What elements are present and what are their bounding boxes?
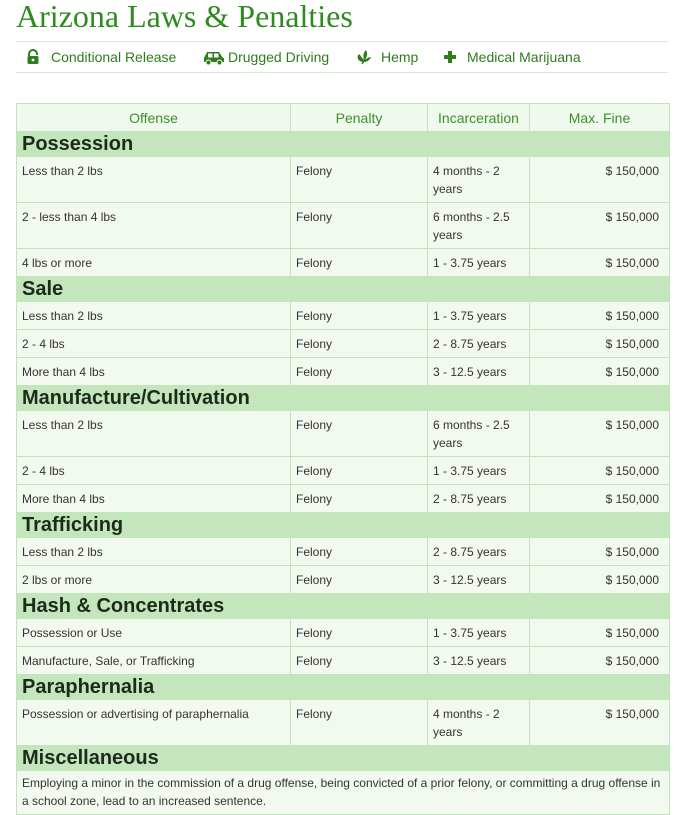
penalty-cell: Felony — [291, 566, 428, 594]
offense-cell: 4 lbs or more — [17, 249, 291, 277]
table-row — [17, 302, 670, 330]
category-row-hash-concentrates — [17, 594, 670, 620]
offense-cell: Possession or Use — [17, 619, 291, 647]
category-title: Hash & Concentrates — [17, 594, 670, 620]
max-fine-cell: $ 150,000 — [530, 700, 670, 746]
table-row — [17, 411, 670, 457]
penalty-cell: Felony — [291, 157, 428, 203]
max-fine-cell: $ 150,000 — [530, 330, 670, 358]
table-row — [17, 700, 670, 746]
offense-cell: Less than 2 lbs — [17, 411, 291, 457]
offense-cell: Possession or advertising of paraphernalia — [17, 700, 291, 746]
penalty-cell: Felony — [291, 411, 428, 457]
incarceration-cell: 2 - 8.75 years — [428, 330, 530, 358]
incarceration-cell: 3 - 12.5 years — [428, 647, 530, 675]
table-row — [17, 157, 670, 203]
incarceration-cell: 2 - 8.75 years — [428, 485, 530, 513]
offense-cell: 2 lbs or more — [17, 566, 291, 594]
category-row-manufacture-cultivation — [17, 386, 670, 412]
max-fine-cell: $ 150,000 — [530, 457, 670, 485]
penalty-cell: Felony — [291, 485, 428, 513]
table-row — [17, 330, 670, 358]
category-row-possession — [17, 132, 670, 158]
nav-label: Hemp — [381, 49, 419, 65]
penalty-cell: Felony — [291, 358, 428, 386]
offense-cell: Less than 2 lbs — [17, 538, 291, 566]
table-header-row — [17, 104, 670, 132]
category-row-trafficking — [17, 513, 670, 539]
max-fine-cell: $ 150,000 — [530, 157, 670, 203]
incarceration-cell: 4 months - 2 years — [428, 157, 530, 203]
category-row-miscellaneous — [17, 746, 670, 772]
offense-cell: More than 4 lbs — [17, 485, 291, 513]
category-title: Possession — [17, 132, 670, 158]
offense-cell: Less than 2 lbs — [17, 302, 291, 330]
category-title: Manufacture/Cultivation — [17, 386, 670, 412]
offense-cell: Manufacture, Sale, or Trafficking — [17, 647, 291, 675]
penalty-cell: Felony — [291, 249, 428, 277]
max-fine-cell: $ 150,000 — [530, 485, 670, 513]
table-row — [17, 485, 670, 513]
incarceration-cell: 2 - 8.75 years — [428, 538, 530, 566]
max-fine-cell: $ 150,000 — [530, 647, 670, 675]
penalty-cell: Felony — [291, 457, 428, 485]
table-row — [17, 358, 670, 386]
incarceration-cell: 1 - 3.75 years — [428, 457, 530, 485]
medical-cross-icon — [443, 49, 457, 65]
page-title: Arizona Laws & Penalties — [16, 0, 353, 34]
penalty-cell: Felony — [291, 619, 428, 647]
offense-cell: More than 4 lbs — [17, 358, 291, 386]
penalty-cell: Felony — [291, 700, 428, 746]
table-row — [17, 249, 670, 277]
incarceration-cell: 1 - 3.75 years — [428, 619, 530, 647]
table-row — [17, 203, 670, 249]
table-row — [17, 457, 670, 485]
category-row-paraphernalia — [17, 675, 670, 701]
nav-label: Conditional Release — [51, 49, 177, 65]
max-fine-cell: $ 150,000 — [530, 249, 670, 277]
laws-penalties-table — [16, 103, 670, 815]
incarceration-cell: 6 months - 2.5 years — [428, 411, 530, 457]
penalty-cell: Felony — [291, 203, 428, 249]
column-header-max-fine: Max. Fine — [530, 104, 670, 132]
incarceration-cell: 3 - 12.5 years — [428, 566, 530, 594]
max-fine-cell: $ 150,000 — [530, 566, 670, 594]
related-topics-nav — [16, 41, 668, 73]
category-title: Trafficking — [17, 513, 670, 539]
incarceration-cell: 3 - 12.5 years — [428, 358, 530, 386]
max-fine-cell: $ 150,000 — [530, 203, 670, 249]
incarceration-cell: 4 months - 2 years — [428, 700, 530, 746]
max-fine-cell: $ 150,000 — [530, 358, 670, 386]
column-header-offense: Offense — [17, 104, 291, 132]
category-title: Miscellaneous — [17, 746, 670, 772]
max-fine-cell: $ 150,000 — [530, 619, 670, 647]
car-icon — [202, 49, 226, 65]
table-row — [17, 566, 670, 594]
max-fine-cell: $ 150,000 — [530, 302, 670, 330]
column-header-penalty: Penalty — [291, 104, 428, 132]
offense-cell: 2 - 4 lbs — [17, 457, 291, 485]
incarceration-cell: 6 months - 2.5 years — [428, 203, 530, 249]
padlock-icon — [26, 49, 40, 65]
category-row-sale — [17, 277, 670, 303]
penalty-cell: Felony — [291, 538, 428, 566]
nav-label: Drugged Driving — [228, 49, 330, 65]
max-fine-cell: $ 150,000 — [530, 538, 670, 566]
table-row — [17, 619, 670, 647]
penalty-cell: Felony — [291, 330, 428, 358]
incarceration-cell: 1 - 3.75 years — [428, 302, 530, 330]
misc-note-row — [17, 771, 670, 815]
offense-cell: Less than 2 lbs — [17, 157, 291, 203]
penalty-cell: Felony — [291, 302, 428, 330]
table-row — [17, 647, 670, 675]
penalty-cell: Felony — [291, 647, 428, 675]
max-fine-cell: $ 150,000 — [530, 411, 670, 457]
offense-cell: 2 - less than 4 lbs — [17, 203, 291, 249]
nav-label: Medical Marijuana — [467, 49, 581, 65]
offense-cell: 2 - 4 lbs — [17, 330, 291, 358]
category-title: Sale — [17, 277, 670, 303]
misc-note-text: Employing a minor in the commission of a drug offense, being convicted of a prior felony, or committing a drug offense in a school zone, lead to an increased sentence. — [17, 771, 670, 815]
hemp-leaf-icon — [355, 49, 373, 65]
table-row — [17, 538, 670, 566]
column-header-incarceration: Incarceration — [428, 104, 530, 132]
incarceration-cell: 1 - 3.75 years — [428, 249, 530, 277]
category-title: Paraphernalia — [17, 675, 670, 701]
